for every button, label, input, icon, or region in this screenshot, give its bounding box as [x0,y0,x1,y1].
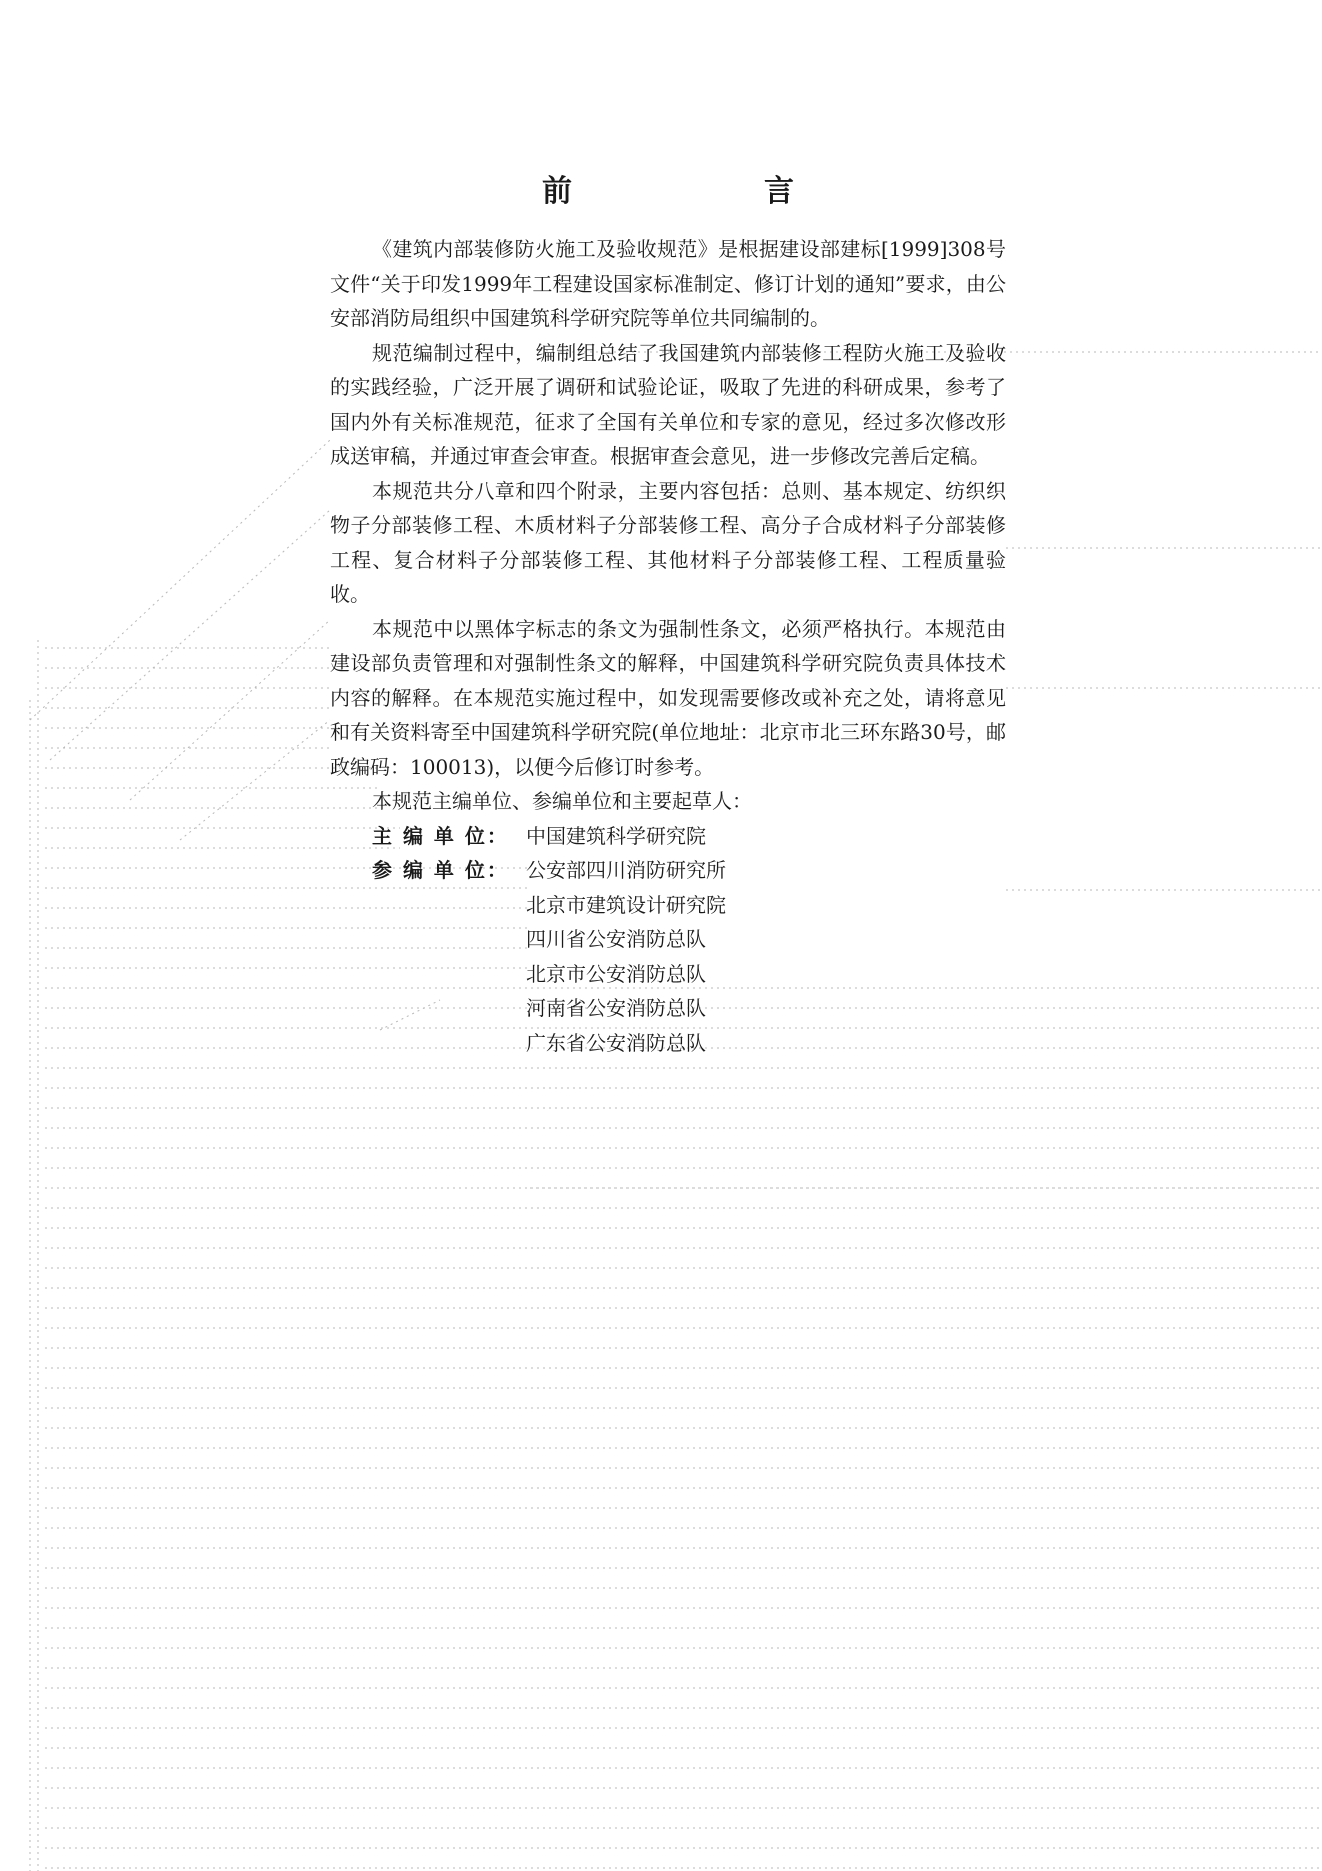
paragraph-compilation-process: 规范编制过程中，编制组总结了我国建筑内部装修工程防火施工及验收的实践经验，广泛开展了调研和试验论证，吸取了先进的科研成果，参考了国内外有关标准规范，征求了全国有关单位和专家的意见，经过多次修改形成送审稿，并通过审查会审查。根据审查会意见，进一步修改完善后定稿。 [330,340,1006,468]
chief-unit-label: 主 编 单 位： [372,823,509,848]
preface-content [330,170,1006,1060]
page-title: 前 言 [542,174,838,209]
paragraph-units-intro: 本规范主编单位、参编单位和主要起草人： [372,789,752,813]
paragraph-mandatory-clauses: 本规范中以黑体字标志的条文为强制性条文，必须严格执行。本规范由建设部负责管理和对强制性条文的解释，中国建筑科学研究院负责具体技术内容的解释。在本规范实施过程中，如发现需要修改或补充之处，请将意见和有关资料寄至中国建筑科学研究院(单位地址：北京市北三环东路30号，邮政编码：100013)，以便今后修订时参考。 [330,616,1006,779]
participating-units-label: 参 编 单 位： [372,858,509,882]
participating-units-row [330,853,1006,1060]
list-item: 北京市公安消防总队 [526,961,706,986]
participating-units-list [526,853,726,1060]
paragraph-intro: 《建筑内部装修防火施工及验收规范》是根据建设部建标[1999]308号文件“关于印发1999年工程建设国家标准制定、修订计划的通知”要求，由公安部消防局组织中国建筑科学研究院等单位共同编制的。 [330,237,1006,330]
list-item: 四川省公安消防总队 [526,927,706,951]
list-item: 广东省公安消防总队 [526,1030,706,1055]
chief-unit-value: 中国建筑科学研究院 [526,823,706,848]
chief-unit-row [330,819,1006,854]
list-item: 北京市建筑设计研究院 [526,892,726,917]
paragraph-contents: 本规范共分八章和四个附录，主要内容包括：总则、基本规定、纺织织物子分部装修工程、木质材料子分部装修工程、高分子合成材料子分部装修工程、复合材料子分部装修工程、其他材料子分部装修工程、工程质量验收。 [330,478,1006,606]
units-section [330,819,1006,1061]
list-item: 公安部四川消防研究所 [526,858,726,882]
list-item: 河南省公安消防总队 [526,996,706,1020]
